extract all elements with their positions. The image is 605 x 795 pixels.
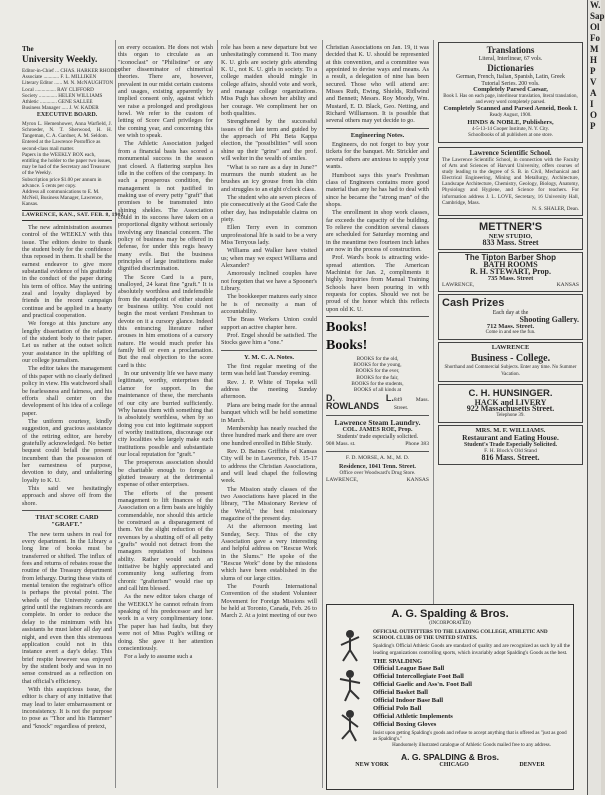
books-lines xyxy=(326,356,429,393)
stewart-prop: R. H. STEWART, Prop. xyxy=(470,266,551,276)
spalding-cities xyxy=(330,762,570,768)
editorial-paragraph: The new term ushers in real for every department. In the Library a long line of books must be transferred or shifted. The influx of fees and returns of rebates rouse the routine of the Treasury department from lethargy. During these visits of mental tension the registrar's office is perhaps the pivotal point. The wheels of the University cannot grind until the registrars records are complete. In order to reduce the delay to the minimum with his assistants he must labor all day and night, and even then this strenuous application could not in this instance avert a day's delay. This brief respite however was enjoyed by the student body and was in no sense construed as a reflection on that official's efficiency. xyxy=(22,530,112,685)
aeneid-sub: Ready August, 1900. xyxy=(489,112,532,118)
editorial-paragraph: The bookkeeper matures early since he is of necessity a man of accountability. xyxy=(221,293,317,316)
adjacent-page-fragment: I xyxy=(590,99,594,109)
aeneid-title: Completely Scanned and Parsed Aeneid, Book I. xyxy=(443,105,578,113)
dictionaries-sub: German, French, Italian, Spanish, Latin, Greek xyxy=(456,73,565,80)
books-line: BOOKS for the old, xyxy=(356,356,399,363)
adjacent-page-fragment: M xyxy=(590,44,599,54)
athlete-figure-icon xyxy=(337,709,363,743)
news-paragraph: Plans are being made for the annual banquet which will be held sometime in March. xyxy=(221,401,317,424)
column-rule xyxy=(115,40,116,788)
morse-ad xyxy=(326,455,429,484)
editorial-paragraph: Strengthened by the successful issues of the late term and guided by the approach of Phi Beta Kappa election, the "possibilities" will soon shine up their "grins" and the prof. will welter in the wealth of smiles. xyxy=(221,118,317,163)
spalding-item: Official League Base Ball xyxy=(373,665,445,673)
morse-office: Office over Woodward's Drug Store. xyxy=(339,470,416,476)
staff-entry: Athletic ............. GENE SALLEE xyxy=(22,99,93,106)
caesar-title: Completely Parsed Caesar, xyxy=(473,86,548,94)
news-paragraph: Prof. Ward's book is attracting wide-spread attention. The American Machinist for Jan. 2, compliments it highly. Inquiries from Manual Training Schools have been pouring in with requests for copies. Should we not be proud of the honor which this reflects upon old K. U. xyxy=(326,254,429,313)
spalding-inc: (INCORPORATED) xyxy=(429,621,471,626)
spalding-the: THE SPALDING xyxy=(373,657,423,665)
editorial-paragraph: The prosperous association should be charitable enough to forego a glutted treasury at the detrimental expense of other enterprises. xyxy=(118,459,213,489)
hinds-address: 4-5-13-14 Cooper Institute, N. Y. City. xyxy=(471,126,550,132)
editorial-paragraph: Williams and Walker have visited us; when may we expect Williams and Alexander? xyxy=(221,247,317,269)
masthead-the: The xyxy=(22,45,34,53)
books-ad xyxy=(326,320,429,412)
adjacent-page-fragment: V xyxy=(590,77,597,87)
staff-list xyxy=(22,68,121,112)
lsci-dean: N. S. SHALER, Dean. xyxy=(532,205,579,212)
adjacent-page-fragment: Fo xyxy=(590,33,600,43)
address-notice: Address all communications to E. M. McNeil, Business Manager, Lawrence, Kansas. xyxy=(22,189,103,208)
lbc-sub: Shorthand and Commercial Subjects. Enter any time. No Summer Vacation. xyxy=(444,365,577,377)
spalding-items xyxy=(373,665,570,729)
divider xyxy=(326,316,429,317)
exec-board-heading: EXECUTIVE BOARD. xyxy=(36,112,98,119)
spalding-intro: Spalding's Official Athletic Goods are standard of quality and are recognized as such by all the leading organizations controlling sports, which invariably adopt Spalding's Goods as the best. xyxy=(373,643,570,656)
staff-entry: Literary Editor ...... M. N. McNAUGHTON xyxy=(22,80,114,87)
weekly-notice: Papers in the WEEKLY BOX each, entitling the holder to the paper two issues, may be had of the Secretary and Treasurer of the Weekly. xyxy=(22,151,112,177)
spalding-outfitters: OFFICIAL OUTFITTERS TO THE LEADING COLLEGE, ATHLETIC AND SCHOOL CLUBS OF THE UNITED STATES. xyxy=(373,629,548,642)
mettner-address: 833 Mass. Street xyxy=(482,238,539,248)
tipton-title: The Tipton Barber Shop xyxy=(465,253,556,263)
spalding-item: Official Athletic Implements xyxy=(373,713,453,721)
editorial-paragraph: Amorously inclined couples have not forgotten that we have a Spooner's Library. xyxy=(221,270,317,292)
editorial-paragraph: Prof. Engel should be satisfied. The Stocks gave him a "one." xyxy=(221,332,317,347)
divider xyxy=(326,128,429,129)
adjacent-page-fragment: Sap xyxy=(590,11,605,21)
spalding-item: Official Gaelic and Ass'n. Foot Ball xyxy=(373,681,472,689)
spalding-item: Official Polo Ball xyxy=(373,705,422,713)
dictionaries-title: Dictionaries xyxy=(487,62,534,73)
shooting-note: Come in and see the fun. xyxy=(485,330,536,336)
hinds-note: Schoolbooks of all publishers at one store. xyxy=(468,133,553,139)
laundry-line: Students' trade especially solicited. xyxy=(336,433,419,440)
shooting-ad xyxy=(438,294,583,340)
editorial-paragraph: The efforts of the present management to lift finances of the Association on a firm basis are highly commendable, nor should this article be construed as a disparagement of them. Yet the slight reduction of the revenues by a shutting off of all petty "grafts" would not detract from the managers reputation of business ability. Rather would such an initiative be highly appreciated and community long suffering from chronic "grafterism" would rise up and call him blessed. xyxy=(118,489,213,593)
hack-title: HACK and LIVERY xyxy=(474,397,547,407)
news-paragraph: The first regular meeting of the term was held last Tuesday evening. xyxy=(221,363,317,378)
hinds-noble: HINDS & NOBLE, Publishers, xyxy=(467,118,554,126)
editorial-paragraph: With this auspicious issue, the editor is chary of any initiative that may lead to later embarrassment or inconsistency. It is not the purpose to pose as "Thor and his Hammer" and "knock" regardless of pretext, xyxy=(22,685,112,730)
divider xyxy=(326,451,429,452)
mettner-ad xyxy=(438,218,583,251)
news-paragraph: The Fourth International Convention of the student Volunteer Movement for Foreign Missions will be held at Toronto, Canada, Feb. 26 to March 2. At a joint meeting of our two xyxy=(221,583,317,620)
editorial-paragraph: The student who ate seven pieces of pie consecutively at the Good Cafe the other day, has indisputable claims on piety. xyxy=(221,193,317,223)
hunsinger-ad xyxy=(438,384,583,423)
editorial-paragraph: on every occasion. He does not wish this organ to circulate as an "iconoclast" or "Philistine" or any other disseminator of chimerical theories. There are, however, prevalent in our midst certain customs and usages, existing apparently by implied consent only, against which we raise a prolonged and prodigious howl. We refer to the custom of letting of Score Card privileges for the coming year, and concerning this we wish to speak. xyxy=(118,44,213,140)
divider xyxy=(22,510,112,511)
adjacent-page-fragment: P xyxy=(590,66,596,76)
news-paragraph: Engineers, do not forget to buy your tickets for the banquet. Mr. Strickler and several others are anxious to supply your wants. xyxy=(326,141,429,171)
adjacent-page-fragment: H xyxy=(590,55,598,65)
cash-sub: Each day at the xyxy=(492,310,529,317)
spalding-city: DENVER xyxy=(519,762,545,769)
adjacent-page-fragment: W. xyxy=(590,0,601,10)
spalding-footer: A. G. SPALDING & Bros. xyxy=(400,752,500,763)
translations-sub: Literal, Interlinear, 67 vols. xyxy=(478,56,543,62)
tipton-state: KANSAS xyxy=(556,282,579,289)
translations-title: Translations xyxy=(486,45,535,55)
news-paragraph: The Mission study classes of the two Associations have placed in the library, "The Missionary Review of the World," the best missionary magazine of the present day. xyxy=(221,485,317,522)
editorial-paragraph: For a lady to assume such a xyxy=(124,653,193,661)
editorial-paragraph: This said we hesitatingly approach and shove off from the shore. xyxy=(22,484,112,507)
editorial-paragraph: As the new editor takes charge of the WEEKLY he cannot refrain from speaking of his predecessor and her work in a very complimentary tone. The paper has had faults, but they were not of Miss Pugh's willing or doing. She gave it her attention conscientiously. xyxy=(118,593,213,652)
news-paragraph: Rev. D. Baines Griffiths of Kansas City will be in Lawrence, Feb. 15-17 to address the Christian Associations, and will lead chapel the following week. xyxy=(221,447,317,485)
books-line: BOOKS for the ever, xyxy=(355,368,400,375)
books-line: BOOKS of all kinds at xyxy=(353,387,402,394)
column-2 xyxy=(118,44,213,789)
restaurant-title: Restaurant and Eating House. xyxy=(462,432,559,442)
dateline: LAWRENCE, KAN., SAT. FEB. 8, 1902. xyxy=(22,210,112,221)
translations-ad xyxy=(438,42,583,143)
spalding-city: NEW YORK xyxy=(355,762,389,769)
books-headline: Books! xyxy=(326,320,368,336)
masthead-name: University Weekly. xyxy=(22,55,98,65)
tutorial-series: Tutorial Series. 200 vols. xyxy=(481,80,540,87)
column-rule xyxy=(322,40,323,788)
news-paragraph: Membership has nearly reached the three hundred mark and there are over one hundred enrolled in Bible Study. xyxy=(221,424,317,447)
column-rule xyxy=(217,40,218,788)
news-paragraph: The enrollment in shop work classes, far exceeds the capacity of the building. To relieve the condition several classes are scheduled for Saturday morning and in the meantime two fourteen inch lathes are now in the process of construction. xyxy=(326,209,429,253)
editorial-paragraph: role has been a new departure but we unhesitatingly commend it. Too many K. U. girls are society girls attending K. U., not K. U. girls in society. To a college maiden should mingle in college affairs, should vote and work, and manage college organizations. Miss Pugh has shown her ability and her courage. We compliment her on both qualities. xyxy=(221,44,317,118)
books-line: BOOKS for the fair, xyxy=(356,374,399,381)
shooting-title: Shooting Gallery. xyxy=(519,314,579,324)
lawrence-scientific-ad xyxy=(438,147,583,215)
lbc-title: Business - College. xyxy=(470,353,551,365)
laundry-ad xyxy=(326,419,429,448)
divider xyxy=(326,415,429,416)
masthead-title xyxy=(22,44,112,66)
athlete-figure-icon xyxy=(337,669,363,703)
mettner-title: METTNER'S xyxy=(478,220,543,233)
cash-prizes: Cash Prizes xyxy=(442,297,505,310)
hack-telephone: Telephone 39. xyxy=(496,413,525,419)
editorial-paragraph: The editor takes the management of this paper with no clearly defined policy in view. His watchword shall be fearlessness and fairness, and his efforts shall center on the development of his idea of a college paper. xyxy=(22,365,112,417)
baths-title: BATH ROOMS xyxy=(483,259,538,269)
spalding-item: Official Boxing Gloves xyxy=(373,721,437,729)
editorial-paragraph: In our university life we have many legitimate, worthy, enterprises that clamor for support. In the maintenance of these, the merchants of our city are burried sufficiently. Why harass them with something that is absolutely worthless, when by so doing you cut into legitimate support of worthy institutions, discourage our city localities who largely make such institutions possible and substantiate our local reputation for "graft." xyxy=(118,370,213,458)
books-line: BOOKS for the students, xyxy=(351,380,404,387)
stewart-address: 735 Mass. Street xyxy=(487,274,534,282)
morse-state: KANSAS xyxy=(406,477,429,484)
restaurant-address: 816 Mass. Street. xyxy=(481,453,540,463)
editorial-paragraph: The uniform courtesy, kindly suggestion, and gracious assistance of the retiring editor, are hereby gratefully acknowledged. No better bequest could befall the present incumbent than the possession of her earnestness of purpose, devotion to duty, and unfaltering loyalty to K. U. xyxy=(22,417,112,484)
laundry-title: Lawrence Steam Laundry. xyxy=(334,417,421,427)
athlete-figure-icon xyxy=(337,629,363,663)
score-card-heading: THAT SCORE CARD "GRAFT." xyxy=(35,514,99,529)
staff-entry: Editor-in-Chief ... CHAS. HARKER RHODES xyxy=(22,68,121,74)
editorial-paragraph: We forego at this juncture any lengthy dissertation of the relation of the student body to their paper. Let us rather at the outset solicit your assistance in the uplifting of our college journalism. xyxy=(22,320,112,365)
restaurant-ad xyxy=(438,425,583,465)
staff-entry: Local ................ RAY CLIFFORD xyxy=(22,86,94,93)
editorial-paragraph: The Brass Workers Union could support an active chapter here. xyxy=(221,316,317,331)
hack-address: 922 Massachusetts Street. xyxy=(466,404,555,414)
news-paragraph: Humboot says this year's Freshman class of Engineers contains more good material than any he has had to deal with since he became the "strong man" of the shops. xyxy=(326,171,429,208)
lbc-top: LAWRENCE xyxy=(491,344,530,352)
williams-name: MRS. M. F. WILLIAMS. xyxy=(475,427,546,435)
restaurant-line: Student's Trade Especially Solicited. xyxy=(463,441,558,448)
column-1 xyxy=(22,44,126,789)
spalding-item: Official Indoor Base Ball xyxy=(373,697,444,705)
morse-name: F. D. MORSE, A. M., M. D. xyxy=(345,455,410,462)
adjacent-page-fragment: A xyxy=(590,88,597,98)
business-college-ad xyxy=(438,342,583,381)
spalding-note: Insist upon getting Spalding's goods and refuse to accept anything that is offered as "just as good as Spalding's." xyxy=(373,731,567,743)
news-paragraph: Rev. J. P. White of Topeka will address the meeting Sunday afternoon. xyxy=(221,378,317,401)
mettner-sub: NEW STUDIO, xyxy=(488,232,533,240)
laundry-phone: Phone 383 xyxy=(405,440,429,447)
adjacent-page-fragment: P xyxy=(590,121,596,131)
spalding-catalog: Handsomely illustrated catalogue of Athletic Goods mailed free to any address. xyxy=(392,743,551,749)
adjacent-page-fragment: Ol xyxy=(590,22,600,32)
morse-residence: Residence, 1041 Tenn. Street. xyxy=(339,462,416,470)
tipton-ad xyxy=(438,252,583,292)
divider xyxy=(221,350,317,351)
entered-notice: Entered at the Lawrence Postoffice as second-class mail matter. xyxy=(22,139,101,152)
books-headline: Books! xyxy=(326,338,368,354)
editorial-paragraph: The Score Card is a pure, unalloyed, 24 karat fine "graft." It is absolutely worthless and indefensible from the standpoint of either student or business utility. You could not begin the most verdant Freshman to devote on it a cursory glance. Indeed this entrancing literature rather arouses in him emotions of a cursory nature. He would much prefer his family bill or even a proclamation. But the real objection to the score card is this: xyxy=(118,273,213,369)
news-paragraph: Christian Associations on Jan. 19, it was decided that K. U. should be represented at this convention, and a committee was appointed to devise ways and means. As a result, a delegation of nine has been secured. Those who will attend are: Misses Ruth, Ewing, Shields, Ridlwind and Bennett; Messrs. Roy Moody, Wm. Mustard, E. D. Black, Geo. Netting, and Richard Williamson. It is possible that several others may yet decide to go. xyxy=(326,44,429,125)
editorial-paragraph: The Athletic Association judged from a financial basis has scored a monumental success in the season just closed. A flattering surplus lies idle in the coffers of the company. In such a prosperous condition, the management is not justified in making use of every petty "graft" that promises to be transmuted into shining shekles. The Association could in its success have taken on a proportional dignity without seriously involving any financial concern. The policy of business may be offered in defense, for under this regis heavy many evils. But the business principles of large institutions make dignified discrimination. xyxy=(118,140,213,273)
laundry-owner: COL. JAMES ROE, Prop. xyxy=(342,426,413,434)
adjacent-page-fragment: O xyxy=(590,110,598,120)
spalding-ad xyxy=(326,604,574,790)
exec-board-names: Myron L. Hemenhower, Anna Warfield, J. Schroeder, N. T. Sherwood, H. H. Tangeman, C. A. Gardner, A. M. Seldom. xyxy=(22,120,112,140)
editorial-paragraph: The new administration assumes control of the WEEKLY with this issue. The editors desire to thank the student body for the confidence thus reposed in them. It shall be the earnest endeavor to give more substantial evidence of his gratitude in the conduct of the paper during his term of office. May the untiring zeal and loyalty displayed by friends in the recent campaign continue and be applied in a hearty and practical cooperation. xyxy=(22,223,112,320)
staff-entry: Associate ............ F. L. MILLIKEN xyxy=(22,74,97,81)
engineering-heading: Engineering Notes. xyxy=(350,131,405,139)
spalding-item: Official Basket Ball xyxy=(373,689,428,697)
lsci-body: The Lawrence Scientific School, in connection with the Faculty of Arts and Sciences of Harvard University, offers courses of study leading to the degree of S. B. in Civil, Mechanical and Electrical Engineering, Mining and Metallurgy, Architecture, Landscape Architecture, Chemistry, Geology, Biology, Anatomy, Physiology and Hygiene, and Science for teachers. For information address J. L. LOVE, Secretary, 16 University Hall, Cambridge, Mass. xyxy=(442,156,579,206)
tipton-city: LAWRENCE, xyxy=(442,282,475,289)
news-paragraph: At the afternoon meeting last Sunday, Secy. Titus of the city Association gave a very interesting and helpful address on "Rescue Work in the Slums." He spoke of the "Rescue Work" done by the missions which have been established in the slums of our large cities. xyxy=(221,523,317,582)
books-line: BOOKS for the young, xyxy=(353,362,402,369)
rowlands-address: 849 Mass. Street. xyxy=(393,397,429,411)
staff-entry: Society .............. HELEN WILLIAMS xyxy=(22,92,103,99)
spalding-title: A. G. Spalding & Bros. xyxy=(391,608,509,620)
staff-entry: Business Manager ..... J. W. KADER xyxy=(22,105,99,112)
shooting-address: 712 Mass. Street. xyxy=(486,322,535,330)
restaurant-location: F. H. Block's Old Stand xyxy=(484,448,537,455)
adjacent-page-strip xyxy=(587,0,605,795)
hunsinger-name: C. H. HUNSINGER. xyxy=(468,387,553,399)
rowlands-name: D. L. ROWLANDS xyxy=(326,393,394,411)
spalding-city: CHICAGO xyxy=(439,762,469,769)
spalding-item: Official Intercollegiate Foot Ball xyxy=(373,673,464,681)
morse-city: LAWRENCE, xyxy=(326,477,359,484)
laundry-address: 908 Mass. st. xyxy=(326,440,356,447)
lsci-title: Lawrence Scientific School. xyxy=(469,149,552,158)
ymca-heading: Y. M. C. A. Notes. xyxy=(243,353,295,361)
subscription-price: Subscription price $1.00 per annum in advance. 5 cents per copy. xyxy=(22,176,102,189)
column-3 xyxy=(221,44,317,789)
athlete-figures xyxy=(330,629,370,749)
caesar-sub: Book I. Has on each page, interlinear translation, literal translation, and every word completely parsed. xyxy=(443,94,578,106)
editorial-paragraph: "What is so rare as a day in June?" murmurs the numb student as he brushes an icy grouse from his chin and struggles to an eight o'clock class. xyxy=(221,163,317,193)
editorial-paragraph: Ellen Terry even in common unprofessional life is said to be a very Miss Terryous lady. xyxy=(221,224,317,246)
